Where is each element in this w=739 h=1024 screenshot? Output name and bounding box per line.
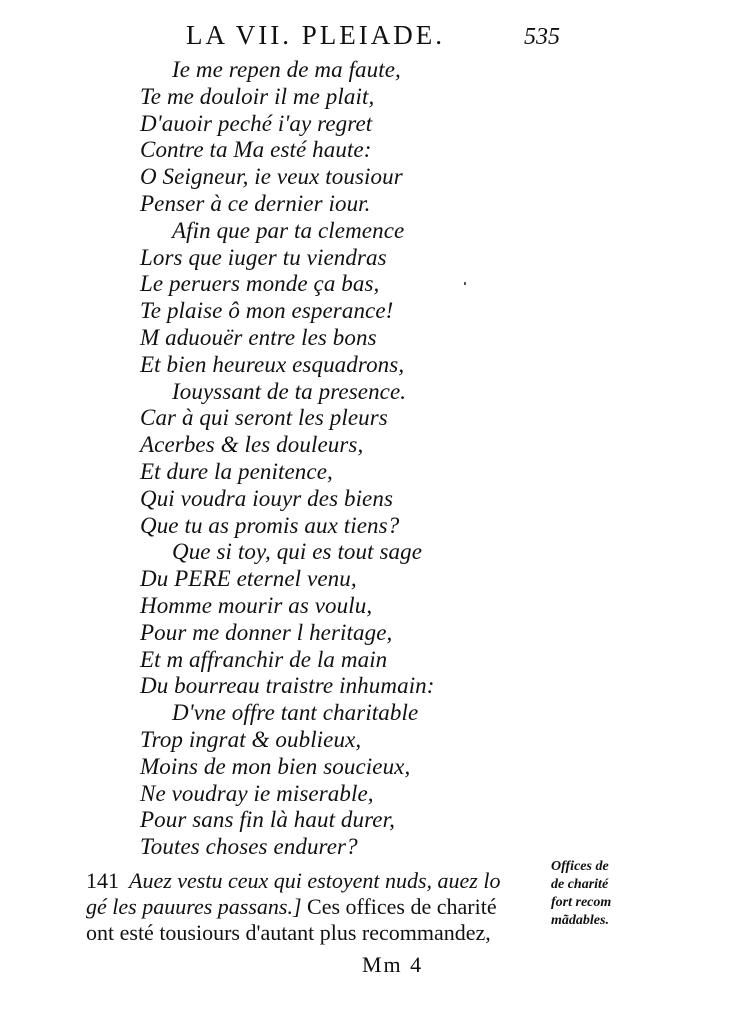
verse-line: D'auoir peché i'ay regret: [140, 110, 373, 136]
poem: [140, 57, 500, 861]
ink-speck: [464, 282, 466, 285]
verse-line: Que tu as promis aux tiens?: [140, 512, 400, 538]
verse-line: Et bien heureux esquadrons,: [140, 351, 405, 377]
verse-line: Ne voudray ie miserable,: [140, 780, 374, 806]
verse-line: Et m affranchir de la main: [140, 646, 388, 672]
prose-line: [86, 868, 548, 894]
verse-line: Afin que par ta clemence: [172, 217, 405, 243]
verse-line: Et dure la penitence,: [140, 458, 333, 484]
verse-line: O Seigneur, ie veux tousiour: [140, 164, 403, 190]
verse-line: Toutes choses endurer?: [140, 834, 358, 860]
verse-line: M aduouër entre les bons: [140, 324, 377, 350]
prose-line: ont esté tousiours d'autant plus recommandez,: [86, 920, 491, 945]
signature-mark: Mm 4: [362, 952, 424, 977]
prose-line: [86, 894, 548, 920]
verse-line: Trop ingrat & oublieux,: [140, 726, 362, 752]
prose-paragraph: [86, 868, 548, 946]
verse-line: Du PERE eternel venu,: [140, 566, 357, 592]
marginal-note-line: mãdables.: [551, 913, 609, 928]
verse-line: Acerbes & les douleurs,: [140, 432, 364, 458]
marginal-note: [551, 858, 651, 930]
verse-line: Iouyssant de ta presence.: [172, 378, 407, 404]
verse-line: Pour sans fin là haut durer,: [140, 807, 395, 833]
verse-line: Moins de mon bien soucieux,: [140, 753, 411, 779]
verse-line: Contre ta Ma esté haute:: [140, 137, 372, 163]
verse-line: Qui voudra iouyr des biens: [140, 485, 394, 511]
verse-line: Que si toy, qui es tout sage: [172, 539, 423, 565]
verse-line: Lors que iuger tu viendras: [140, 244, 387, 270]
marginal-note-line: Offices de: [551, 859, 609, 874]
marginal-note-line: de charité: [551, 877, 609, 892]
verse-line: Penser à ce dernier iour.: [140, 190, 371, 216]
prose-text: Ces offices de charité: [301, 894, 497, 919]
prose-quote: Auez vestu ceux qui estoyent nuds, auez lo: [129, 868, 501, 893]
verse-number: 141: [86, 868, 119, 893]
verse-line: D'vne offre tant charitable: [172, 700, 419, 726]
verse-line: Le peruers monde ça bas,: [140, 271, 380, 297]
verse-line: Homme mourir as voulu,: [140, 592, 373, 618]
page-number: 535: [524, 24, 560, 50]
verse-line: Te me douloir il me plait,: [140, 83, 375, 109]
marginal-note-line: fort recom: [551, 895, 612, 910]
running-head: LA VII. PLEIADE.: [186, 20, 445, 50]
verse-line: Pour me donner l heritage,: [140, 619, 393, 645]
prose-quote-end: gé les pauures passans.]: [86, 894, 302, 919]
verse-line: Car à qui seront les pleurs: [140, 405, 388, 431]
verse-line: Du bourreau traistre inhumain:: [140, 673, 435, 699]
verse-line: Ie me repen de ma faute,: [172, 57, 401, 82]
verse-line: Te plaise ô mon esperance!: [140, 298, 394, 324]
